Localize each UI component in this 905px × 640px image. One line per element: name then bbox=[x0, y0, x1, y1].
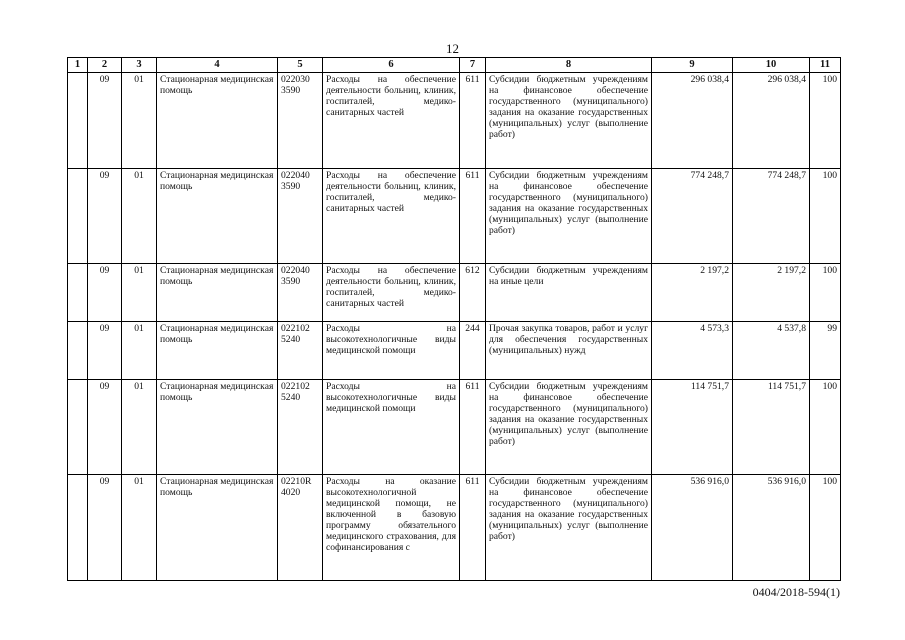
cell-expense-type: 611 bbox=[460, 168, 486, 263]
cell-expense-name: Субсидии бюджетным учреждениям на финансовое обеспечение государственного (муниципального) задания на оказание государственных (муниципальных) услуг (выполнение работ) bbox=[486, 379, 652, 474]
table-row bbox=[68, 72, 841, 168]
cell-executed: 114 751,7 bbox=[733, 379, 810, 474]
cell-col1 bbox=[68, 263, 88, 321]
cell-percent: 100 bbox=[810, 263, 841, 321]
document-number: 0404/2018-594(1) bbox=[752, 585, 840, 599]
cell-section: 09 bbox=[88, 72, 122, 168]
cell-target-code bbox=[278, 379, 323, 474]
cell-planned: 2 197,2 bbox=[652, 263, 733, 321]
code-part: 022102 bbox=[281, 322, 310, 334]
table-row bbox=[68, 379, 841, 474]
budget-table bbox=[67, 57, 841, 581]
cell-expense-name: Прочая закупка товаров, работ и услуг для обеспечения государственных (муниципальных) нужд bbox=[486, 321, 652, 379]
cell-subsection: 01 bbox=[122, 263, 157, 321]
cell-executed: 774 248,7 bbox=[733, 168, 810, 263]
cell-subsection: 01 bbox=[122, 474, 157, 580]
header-row bbox=[68, 58, 841, 73]
col-header: 2 bbox=[88, 58, 122, 73]
cell-expense-type: 244 bbox=[460, 321, 486, 379]
col-header: 1 bbox=[68, 58, 88, 73]
cell-section-name: Стационарная медицинская помощь bbox=[157, 263, 278, 321]
cell-section-name: Стационарная медицинская помощь bbox=[157, 321, 278, 379]
col-header: 9 bbox=[652, 58, 733, 73]
table-row bbox=[68, 168, 841, 263]
col-header: 7 bbox=[460, 58, 486, 73]
table-row bbox=[68, 263, 841, 321]
code-part: 3590 bbox=[281, 180, 301, 192]
cell-executed: 536 916,0 bbox=[733, 474, 810, 580]
code-part: 3590 bbox=[281, 275, 301, 287]
code-part: 5240 bbox=[281, 391, 301, 403]
cell-expense-type: 611 bbox=[460, 72, 486, 168]
cell-target-code bbox=[278, 263, 323, 321]
cell-target-name: Расходы на оказание высокотехнологичной медицинской помощи, не включенной в базовую программу обязательного медицинского страхования, для софинансирования с bbox=[323, 474, 460, 580]
cell-section: 09 bbox=[88, 379, 122, 474]
page-number: 12 bbox=[446, 41, 459, 56]
cell-col1 bbox=[68, 379, 88, 474]
cell-col1 bbox=[68, 474, 88, 580]
col-header: 10 bbox=[733, 58, 810, 73]
cell-col1 bbox=[68, 168, 88, 263]
cell-percent: 100 bbox=[810, 474, 841, 580]
table-row bbox=[68, 321, 841, 379]
cell-section: 09 bbox=[88, 168, 122, 263]
cell-executed: 4 537,8 bbox=[733, 321, 810, 379]
cell-percent: 100 bbox=[810, 379, 841, 474]
cell-section-name: Стационарная медицинская помощь bbox=[157, 72, 278, 168]
col-header: 6 bbox=[323, 58, 460, 73]
cell-subsection: 01 bbox=[122, 72, 157, 168]
code-part: 022030 bbox=[281, 73, 310, 85]
cell-expense-name: Субсидии бюджетным учреждениям на иные цели bbox=[486, 263, 652, 321]
cell-target-name: Расходы на высокотехнологичные виды медицинской помощи bbox=[323, 321, 460, 379]
cell-target-code bbox=[278, 474, 323, 580]
table-row bbox=[68, 474, 841, 580]
cell-percent: 99 bbox=[810, 321, 841, 379]
cell-target-name: Расходы на обеспечение деятельности больниц, клиник, госпиталей, медико-санитарных частей bbox=[323, 168, 460, 263]
cell-target-name: Расходы на обеспечение деятельности больниц, клиник, госпиталей, медико-санитарных частей bbox=[323, 263, 460, 321]
cell-target-name: Расходы на обеспечение деятельности больниц, клиник, госпиталей, медико-санитарных частей bbox=[323, 72, 460, 168]
cell-subsection: 01 bbox=[122, 379, 157, 474]
cell-section: 09 bbox=[88, 474, 122, 580]
code-part: 4020 bbox=[281, 486, 301, 498]
cell-target-code bbox=[278, 321, 323, 379]
cell-expense-type: 612 bbox=[460, 263, 486, 321]
code-part: 3590 bbox=[281, 84, 301, 96]
code-part: 022102 bbox=[281, 380, 310, 392]
cell-expense-type: 611 bbox=[460, 379, 486, 474]
cell-section-name: Стационарная медицинская помощь bbox=[157, 474, 278, 580]
code-part: 022040 bbox=[281, 264, 310, 276]
cell-expense-type: 611 bbox=[460, 474, 486, 580]
cell-planned: 114 751,7 bbox=[652, 379, 733, 474]
cell-expense-name: Субсидии бюджетным учреждениям на финансовое обеспечение государственного (муниципального) задания на оказание государственных (муниципальных) услуг (выполнение работ) bbox=[486, 72, 652, 168]
cell-section-name: Стационарная медицинская помощь bbox=[157, 168, 278, 263]
cell-col1 bbox=[68, 321, 88, 379]
cell-planned: 4 573,3 bbox=[652, 321, 733, 379]
cell-planned: 296 038,4 bbox=[652, 72, 733, 168]
cell-target-code bbox=[278, 72, 323, 168]
cell-executed: 2 197,2 bbox=[733, 263, 810, 321]
cell-planned: 774 248,7 bbox=[652, 168, 733, 263]
cell-percent: 100 bbox=[810, 168, 841, 263]
cell-target-name: Расходы на высокотехнологичные виды медицинской помощи bbox=[323, 379, 460, 474]
cell-percent: 100 bbox=[810, 72, 841, 168]
col-header: 3 bbox=[122, 58, 157, 73]
cell-executed: 296 038,4 bbox=[733, 72, 810, 168]
code-part: 02210R bbox=[281, 475, 312, 487]
code-part: 5240 bbox=[281, 333, 301, 345]
cell-section: 09 bbox=[88, 321, 122, 379]
cell-subsection: 01 bbox=[122, 321, 157, 379]
col-header: 8 bbox=[486, 58, 652, 73]
col-header: 11 bbox=[810, 58, 841, 73]
cell-expense-name: Субсидии бюджетным учреждениям на финансовое обеспечение государственного (муниципального) задания на оказание государственных (муниципальных) услуг (выполнение работ) bbox=[486, 168, 652, 263]
col-header: 5 bbox=[278, 58, 323, 73]
cell-expense-name: Субсидии бюджетным учреждениям на финансовое обеспечение государственного (муниципального) задания на оказание государственных (муниципальных) услуг (выполнение работ) bbox=[486, 474, 652, 580]
code-part: 022040 bbox=[281, 169, 310, 181]
cell-target-code bbox=[278, 168, 323, 263]
cell-col1 bbox=[68, 72, 88, 168]
cell-planned: 536 916,0 bbox=[652, 474, 733, 580]
cell-section-name: Стационарная медицинская помощь bbox=[157, 379, 278, 474]
cell-section: 09 bbox=[88, 263, 122, 321]
cell-subsection: 01 bbox=[122, 168, 157, 263]
col-header: 4 bbox=[157, 58, 278, 73]
